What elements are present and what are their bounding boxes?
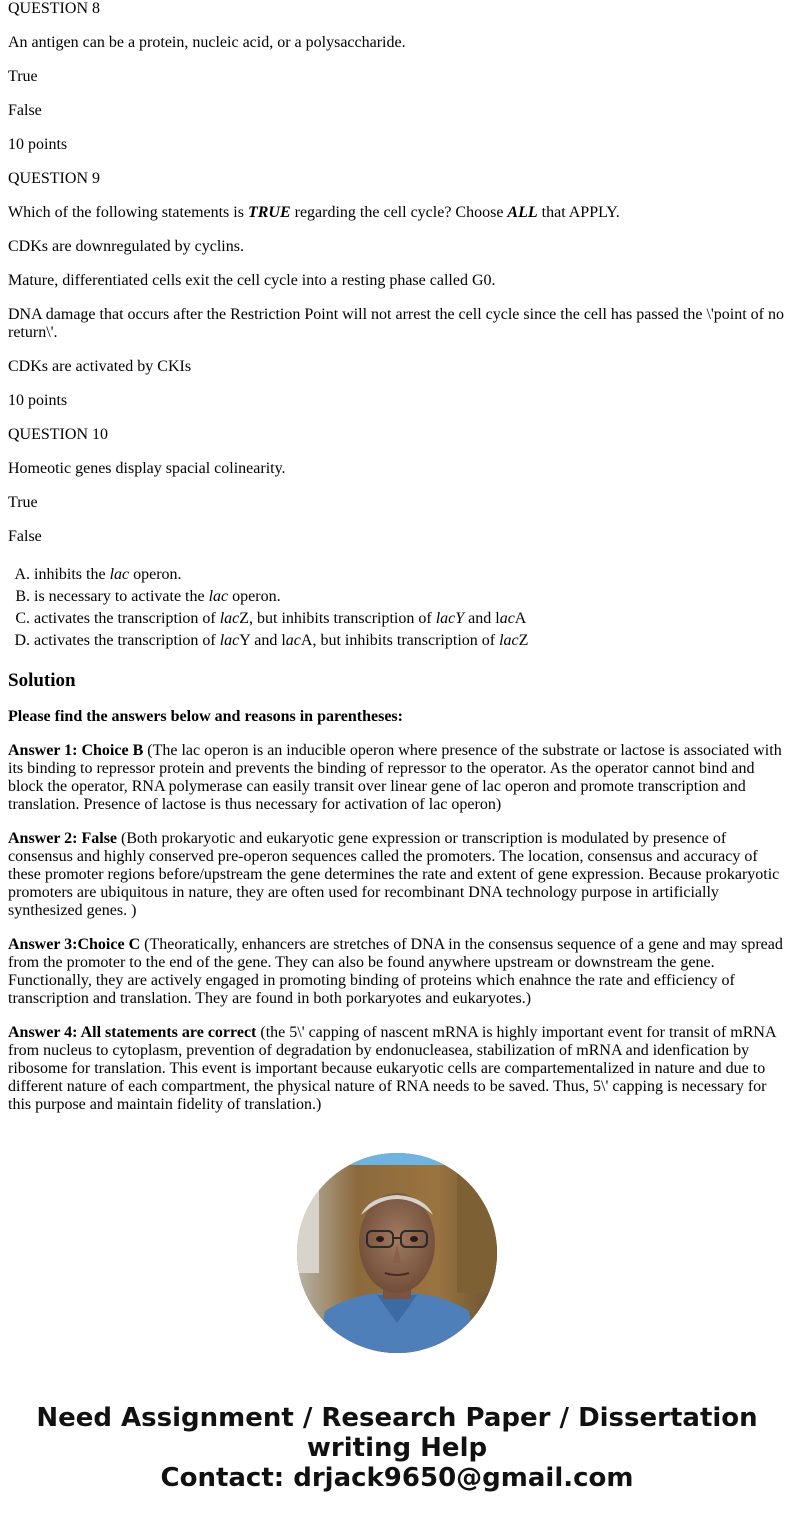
help-banner bbox=[0, 1403, 794, 1493]
help-banner-line-2: writing Help bbox=[306, 1433, 488, 1463]
question-10-prompt: Homeotic genes display spacial colinearity. bbox=[8, 460, 286, 477]
question-8-heading: QUESTION 8 bbox=[8, 0, 100, 17]
question-9-heading: QUESTION 9 bbox=[8, 170, 100, 187]
question-9-option-4[interactable]: CDKs are activated by CKIs bbox=[8, 358, 192, 375]
answer-4: Answer 4: All statements are correct (the 5\' capping of nascent mRNA is highly important event for transit of mRNA from nucleus to cytoplasm, prevention of degradation by endonucleasea, stabilization of mRNA and idenfication by ribosome for translation. This event is important because eukaryotic cells are compartementalized in nature and due to different nature of each compartment, the physical nature of RNA needs to be saved. Thus, 5\' capping is necessary for this purpose and maintain fidelity of translation.) bbox=[8, 1024, 776, 1113]
author-portrait-image bbox=[297, 1153, 497, 1353]
question-9-points: 10 points bbox=[8, 392, 68, 409]
question-9-option-1[interactable]: CDKs are downregulated by cyclins. bbox=[8, 238, 244, 255]
question-8-option-true[interactable]: True bbox=[8, 68, 38, 85]
question-8-points: 10 points bbox=[8, 136, 68, 153]
question-8-option-false[interactable]: False bbox=[8, 102, 42, 119]
question-9-option-2[interactable]: Mature, differentiated cells exit the cell cycle into a resting phase called G0. bbox=[8, 272, 496, 289]
question-10-option-true[interactable]: True bbox=[8, 494, 38, 511]
author-avatar bbox=[297, 1153, 497, 1353]
lac-option-b: B. is necessary to activate the lac operon. bbox=[34, 586, 786, 608]
help-banner-line-1: Need Assignment / Research Paper / Dissertation bbox=[36, 1403, 758, 1433]
lac-option-c: C. activates the transcription of lacZ, but inhibits transcription of lacY and lacA bbox=[34, 608, 786, 630]
lac-options-list bbox=[8, 564, 786, 652]
lac-option-a: A. inhibits the lac operon. bbox=[34, 564, 786, 586]
answer-3: Answer 3:Choice C (Theoratically, enhancers are stretches of DNA in the consensus sequence of a gene and may spread from the promoter to the end of the gene. They can also be found anywhere upstream or downstream the gene. Functionally, they are actively engaged in promoting binding of proteins which enahnce the rate and efficiency of transcription and translation. They are found in both porkaryotes and eukaryotes.) bbox=[8, 936, 783, 1007]
question-8-prompt: An antigen can be a protein, nucleic acid, or a polysaccharide. bbox=[8, 34, 406, 51]
question-9-option-3[interactable]: DNA damage that occurs after the Restriction Point will not arrest the cell cycle since the cell has passed the \'point of no return\'. bbox=[8, 306, 784, 341]
question-10-heading: QUESTION 10 bbox=[8, 426, 108, 443]
solution-intro: Please find the answers below and reasons in parentheses: bbox=[8, 708, 403, 725]
answer-2: Answer 2: False (Both prokaryotic and eukaryotic gene expression or transcription is modulated by presence of consensus and highly conserved pre-operon sequences called the promoters. The location, consensus and accuracy of these promoter regions before/upstream the gene determines the rate and extent of gene expression. Because prokaryotic promoters are ubiquitous in nature, they are often used for recombinant DNA technology purpose in artificially synthesized genes. ) bbox=[8, 830, 780, 919]
solution-heading: Solution bbox=[8, 670, 76, 691]
answer-1: Answer 1: Choice B (The lac operon is an inducible operon where presence of the substrate or lactose is associated with its binding to repressor protein and prevents the binding of repressor to the operator. As the operator cannot bind and block the operator, RNA polymerase can easily transit over linear gene of lac operon and promote transcription and translation. Presence of lactose is thus necessary for activation of lac operon) bbox=[8, 742, 782, 813]
question-10-option-false[interactable]: False bbox=[8, 528, 42, 545]
question-9-prompt: Which of the following statements is TRUE regarding the cell cycle? Choose ALL that APPLY. bbox=[8, 204, 620, 221]
lac-option-d: D. activates the transcription of lacY and lacA, but inhibits transcription of lacZ bbox=[34, 630, 786, 652]
contact-email[interactable]: Contact: drjack9650@gmail.com bbox=[160, 1463, 634, 1493]
document-content bbox=[8, 0, 786, 1114]
